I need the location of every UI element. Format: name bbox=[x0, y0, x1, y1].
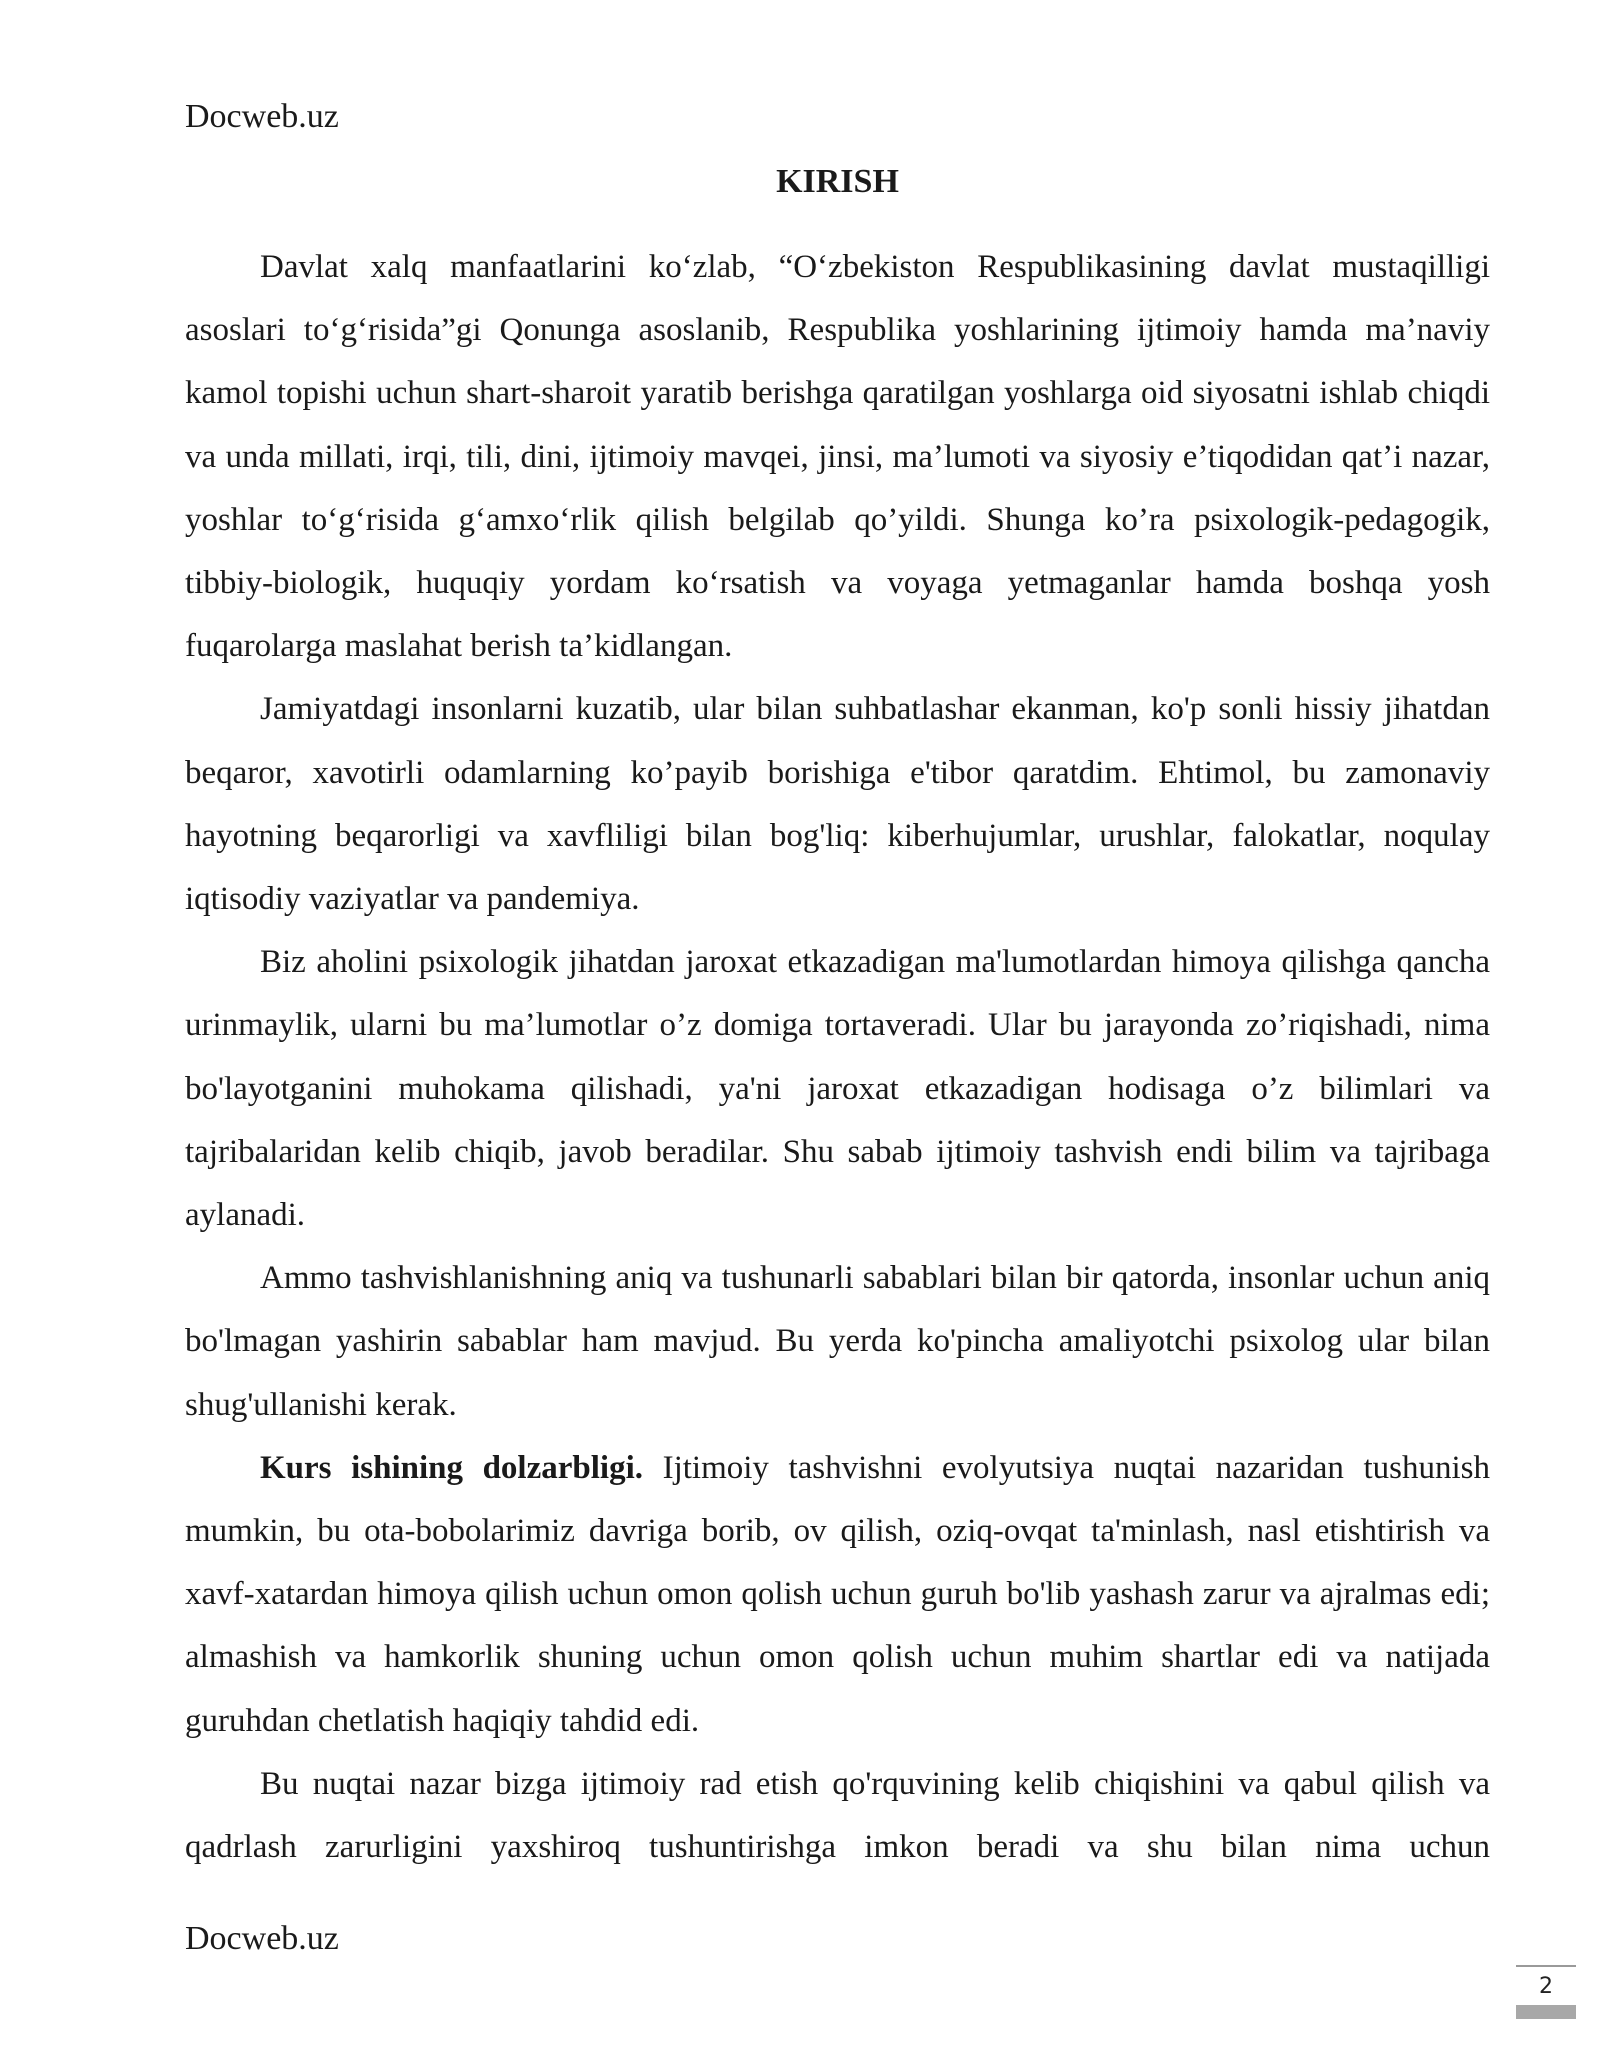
body-text bbox=[185, 236, 1490, 1879]
page-number: 2 bbox=[1539, 1974, 1553, 1999]
relevance-lead: Kurs ishining dolzarbligi. bbox=[260, 1449, 643, 1486]
paragraph-2: Jamiyatdagi insonlarni kuzatib, ular bilan suhbatlashar ekanman, ko'p sonli hissiy jihatdan beqaror, xavotirli odamlarning ko’payib borishiga e'tibor qaratdim. Ehtimol, bu zamonaviy hayotning beqarorligi va xavfliligi bilan bog'liq: kiberhujumlar, urushlar, falokatlar, noqulay iqtisodiy vaziyatlar va pandemiya. bbox=[185, 691, 1490, 918]
header-watermark: Docweb.uz bbox=[185, 98, 339, 135]
page-number-box bbox=[1516, 1965, 1576, 2017]
paragraph-relevance bbox=[185, 1437, 1490, 1753]
footer-watermark: Docweb.uz bbox=[185, 1920, 339, 1957]
page-number-bar bbox=[1516, 2005, 1576, 2019]
paragraph-final: Bu nuqtai nazar bizga ijtimoiy rad etish qo'rquvining kelib chiqishini va qabul qilish va qadrlash zarurligini yaxshiroq tushuntirishga imkon beradi va shu bilan nima uchun bbox=[185, 1765, 1490, 1866]
paragraph-1: Davlat xalq manfaatlarini ko‘zlab, “O‘zbekiston Respublikasining davlat mustaqilligi asoslari to‘g‘risida”gi Qonunga asoslanib, Respublika yoshlarining ijtimoiy hamda ma’naviy kamol topishi uchun shart-sharoit yaratib berishga qaratilgan yoshlarga oid siyosatni ishlab chiqdi va unda millati, irqi, tili, dini, ijtimoiy mavqei, jinsi, ma’lumoti va siyosiy e’tiqodidan qat’i nazar, yoshlar to‘g‘risida g‘amxo‘rlik qilish belgilab qo’yildi. Shunga ko’ra psixologik-pedagogik, tibbiy-biologik, huquqiy yordam ko‘rsatish va voyaga yetmaganlar hamda boshqa yosh fuqarolarga maslahat berish ta’kidlangan. bbox=[185, 249, 1490, 665]
paragraph-4: Ammo tashvishlanishning aniq va tushunarli sabablari bilan bir qatorda, insonlar uchun aniq bo'lmagan yashirin sabablar ham mavjud. Bu yerda ko'pincha amaliyotchi psixolog ular bilan shug'ullanishi kerak. bbox=[185, 1260, 1490, 1423]
paragraph-3: Biz aholini psixologik jihatdan jaroxat etkazadigan ma'lumotlardan himoya qilishga qancha urinmaylik, ularni bu ma’lumotlar o’z domiga tortaveradi. Ular bu jarayonda zo’riqishadi, nima bo'layotganini muhokama qilishadi, ya'ni jaroxat etkazadigan hodisaga o’z bilimlari va tajribalaridan kelib chiqib, javob beradilar. Shu sabab ijtimoiy tashvish endi bilim va tajribaga aylanadi. bbox=[185, 944, 1490, 1234]
section-title: KIRISH bbox=[776, 163, 899, 200]
relevance-text: Ijtimoiy tashvishni evolyutsiya nuqtai nazaridan tushunish mumkin, bu ota-bobolarimiz davriga borib, ov qilish, oziq-ovqat ta'minlash, nasl etishtirish va xavf-xatardan himoya qilish uchun omon qolish uchun guruh bo'lib yashash zarur va ajralmas edi; almashish va hamkorlik shuning uchun omon qolish uchun muhim shartlar edi va natijada guruhdan chetlatish haqiqiy tahdid edi. bbox=[185, 1449, 1491, 1739]
